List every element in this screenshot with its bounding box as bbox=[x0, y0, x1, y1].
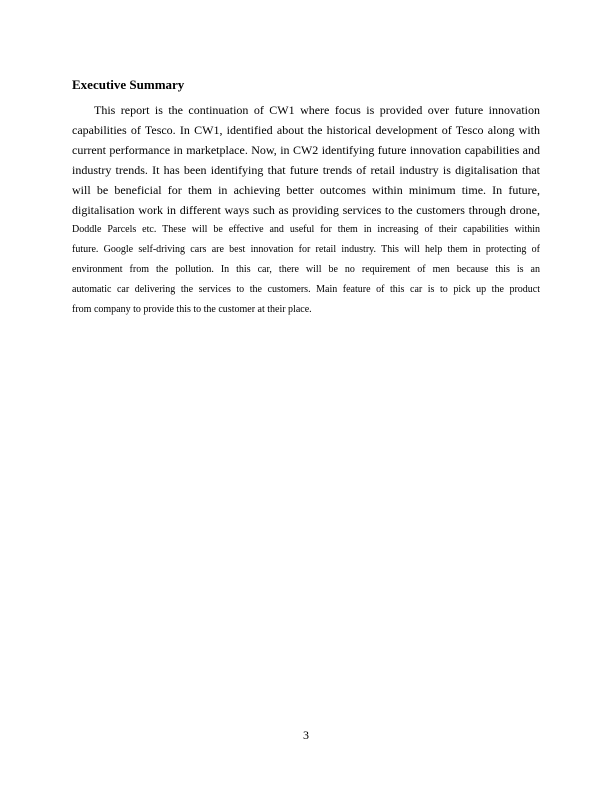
paragraph-line: from company to provide this to the customer at their place. bbox=[72, 304, 312, 315]
paragraph-line: current performance in marketplace. Now, in CW2 identifying future innovation capabilities and bbox=[72, 143, 540, 157]
paragraph-line: capabilities of Tesco. In CW1, identified about the historical development of Tesco along with bbox=[72, 123, 540, 137]
page-number: 3 bbox=[303, 728, 309, 742]
summary-paragraph bbox=[72, 100, 540, 320]
section-heading: Executive Summary bbox=[72, 77, 185, 92]
paragraph-line: automatic car delivering the services to the customers. Main feature of this car is to pick up the product bbox=[72, 284, 540, 295]
paragraph-line: industry trends. It has been identifying that future trends of retail industry is digitalisation that bbox=[72, 163, 540, 177]
paragraph-line: This report is the continuation of CW1 where focus is provided over future innovation bbox=[94, 103, 540, 117]
paragraph-line: Doddle Parcels etc. These will be effective and useful for them in increasing of their capabilities within bbox=[72, 224, 540, 235]
paragraph-line: environment from the pollution. In this car, there will be no requirement of men because this is an bbox=[72, 264, 540, 275]
paragraph-line: will be beneficial for them in achieving better outcomes within minimum time. In future, bbox=[72, 183, 540, 197]
paragraph-line: future. Google self-driving cars are best innovation for retail industry. This will help them in protecting of bbox=[72, 244, 540, 255]
paragraph-line: digitalisation work in different ways such as providing services to the customers through drone, bbox=[72, 203, 540, 217]
